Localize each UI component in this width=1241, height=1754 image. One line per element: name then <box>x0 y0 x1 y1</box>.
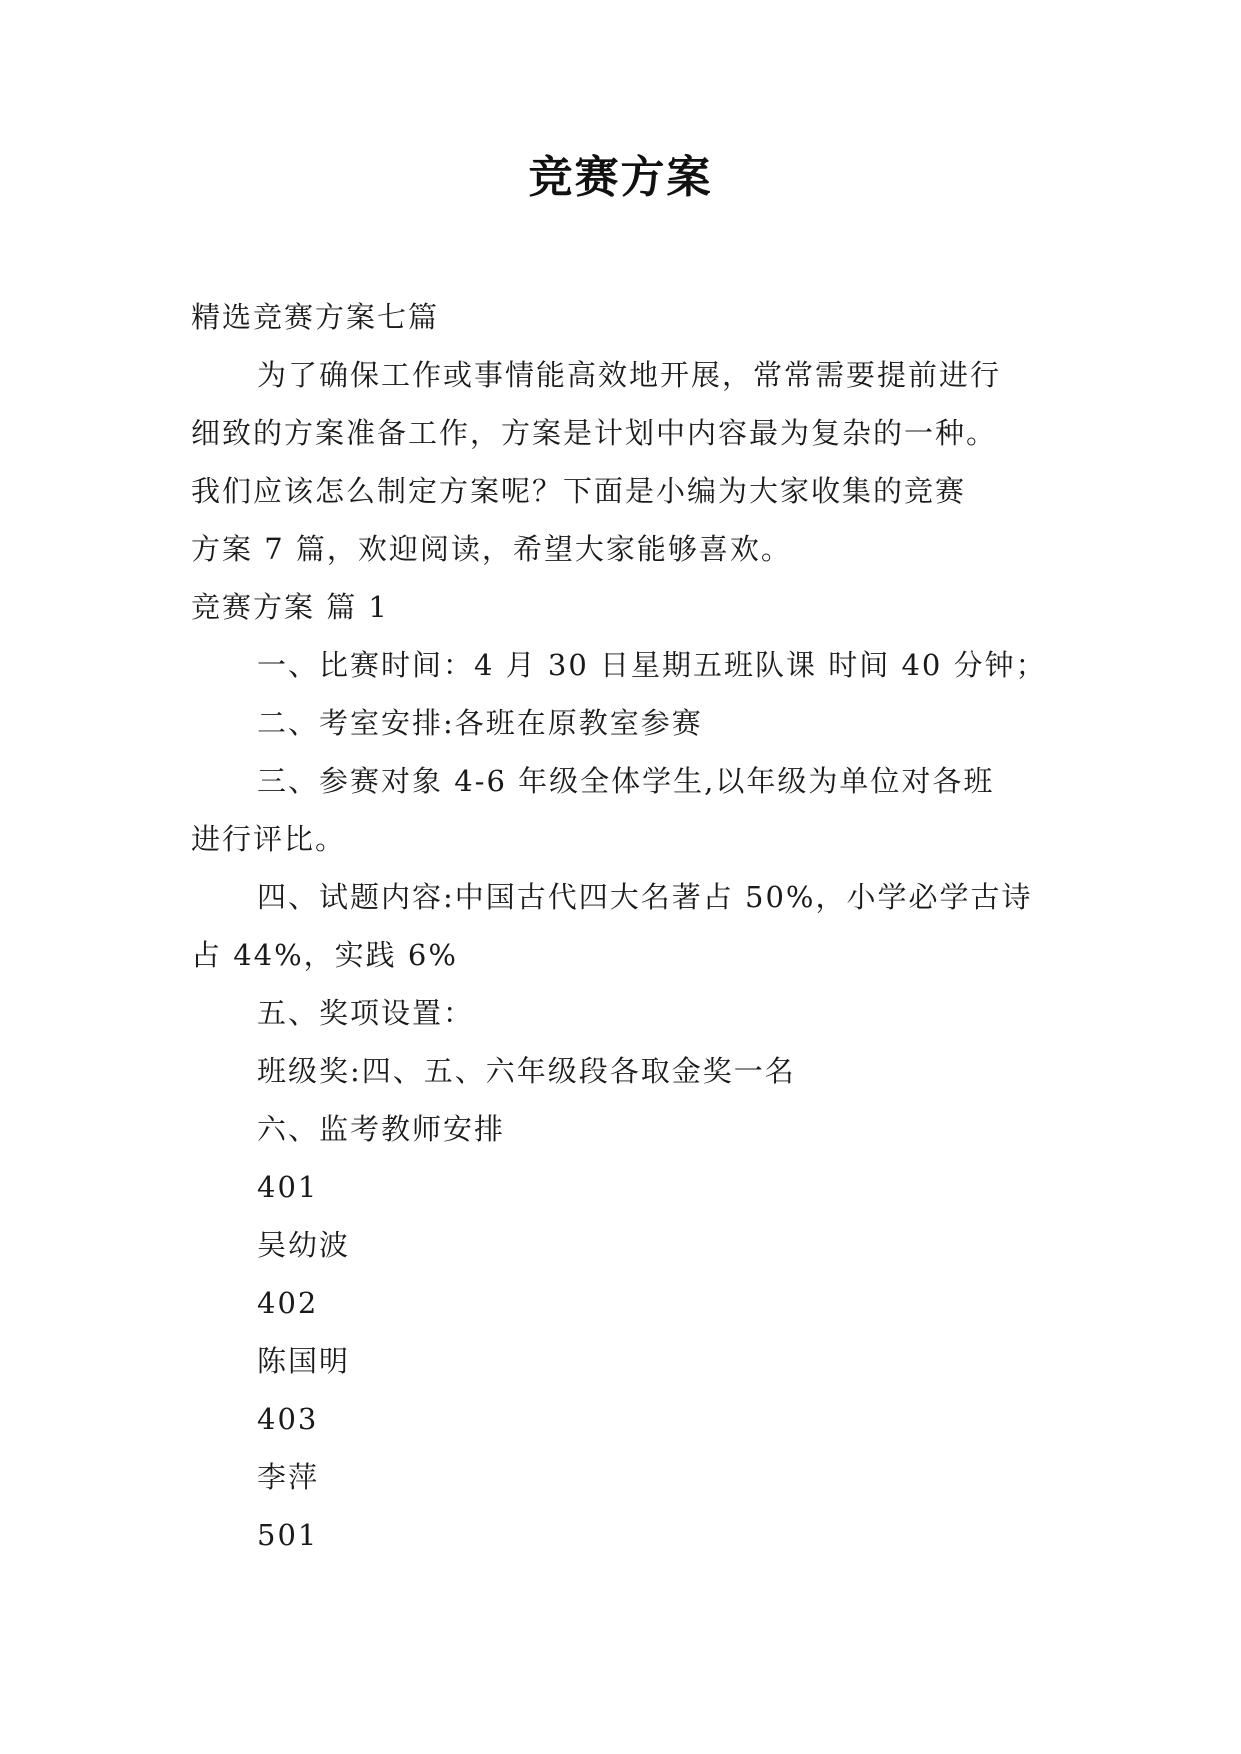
text-line: 细致的方案准备工作，方案是计划中内容最为复杂的一种。 <box>191 416 998 450</box>
text-line: 二、考室安排:各班在原教室参赛 <box>257 706 703 740</box>
text-line: 吴幼波 <box>257 1228 351 1262</box>
text-line: 五、奖项设置： <box>257 996 475 1030</box>
text-line: 精选竞赛方案七篇 <box>191 300 440 334</box>
document-body <box>191 288 1071 1564</box>
text-line: 一、比赛时间：4 月 30 日星期五班队课 时间 40 分钟； <box>257 648 1047 682</box>
text-line: 我们应该怎么制定方案呢？下面是小编为大家收集的竞赛 <box>191 474 967 508</box>
text-line: 四、试题内容:中国古代四大名著占 50%，小学必学古诗 <box>257 880 1033 914</box>
text-line: 501 <box>257 1518 319 1552</box>
text-line: 为了确保工作或事情能高效地开展，常常需要提前进行 <box>257 358 1002 392</box>
text-line: 402 <box>257 1286 319 1320</box>
text-line: 方案 7 篇，欢迎阅读，希望大家能够喜欢。 <box>191 532 792 566</box>
text-line: 竞赛方案 篇 1 <box>191 590 389 624</box>
text-line: 陈国明 <box>257 1344 351 1378</box>
text-line: 三、参赛对象 4-6 年级全体学生,以年级为单位对各班 <box>257 764 995 798</box>
document-title: 竞赛方案 <box>528 152 713 203</box>
text-line: 李萍 <box>257 1460 320 1494</box>
text-line: 403 <box>257 1402 319 1436</box>
text-line: 班级奖:四、五、六年级段各取金奖一名 <box>257 1054 796 1088</box>
text-line: 进行评比。 <box>191 822 347 856</box>
text-line: 401 <box>257 1170 319 1204</box>
text-line: 占 44%，实践 6% <box>191 938 458 972</box>
text-line: 六、监考教师安排 <box>257 1112 506 1146</box>
